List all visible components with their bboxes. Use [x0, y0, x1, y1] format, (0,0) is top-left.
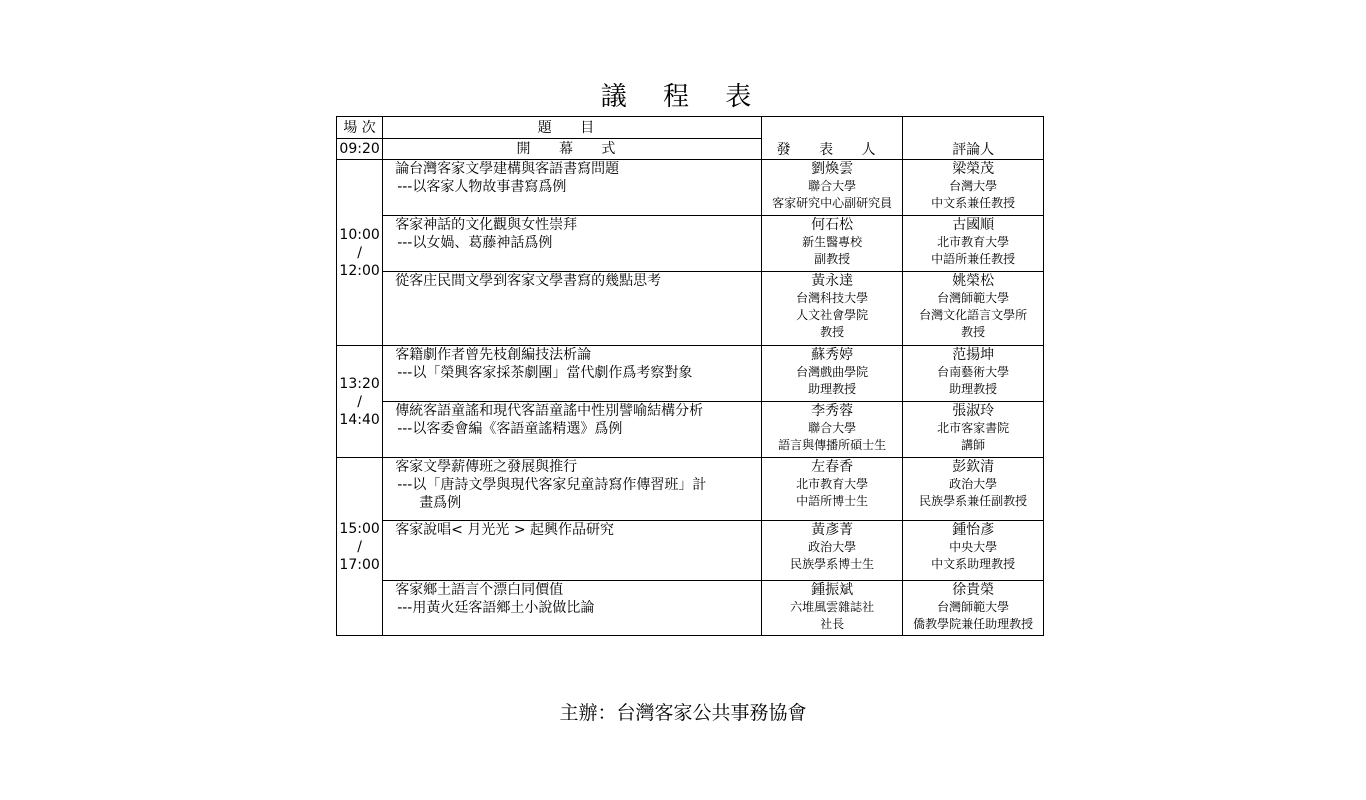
reviewer-name: 鍾怡彥	[952, 522, 995, 538]
paper-title: 客家神話的文化觀與女性崇拜	[395, 217, 578, 233]
paper-subtitle: ---以「榮興客家採茶劇團」當代劇作爲考察對象	[397, 365, 693, 381]
presenter-cell	[761, 581, 903, 636]
session-time-start: 15:00	[339, 520, 380, 537]
paper-topic	[383, 581, 762, 636]
session-time-sep: /	[357, 393, 362, 410]
presenter-affiliation: 聯合大學	[808, 421, 857, 435]
presenter-name: 左春香	[811, 459, 854, 475]
session-time-end: 14:40	[339, 411, 380, 428]
reviewer-affiliation: 講師	[961, 438, 986, 452]
paper-topic	[383, 272, 762, 346]
presenter-name: 黃永達	[811, 273, 854, 289]
reviewer-cell	[903, 346, 1044, 402]
reviewer-affiliation: 台灣大學	[949, 179, 998, 193]
presenter-affiliation: 政治大學	[808, 540, 857, 554]
reviewer-affiliation: 中文系助理教授	[931, 557, 1016, 571]
reviewer-affiliation: 政治大學	[949, 477, 998, 491]
presenter-name: 鍾振斌	[811, 582, 854, 598]
reviewer-affiliation: 助理教授	[949, 382, 998, 396]
presenter-affiliation: 民族學系博士生	[790, 557, 875, 571]
reviewer-name: 姚榮松	[952, 273, 995, 289]
reviewer-cell	[903, 402, 1044, 458]
paper-topic	[383, 458, 762, 521]
presenter-affiliation: 人文社會學院	[796, 308, 869, 322]
agenda-row	[337, 272, 1044, 346]
reviewer-affiliation: 中文系兼任教授	[931, 196, 1016, 210]
presenter-affiliation: 新生醫專校	[802, 235, 863, 249]
presenter-cell	[761, 402, 903, 458]
agenda-row	[337, 458, 1044, 521]
session-time	[337, 458, 383, 636]
reviewer-affiliation: 台灣文化語言文學所	[919, 308, 1028, 322]
session-time-start: 13:20	[339, 375, 380, 392]
presenter-name: 黃彥菁	[811, 522, 854, 538]
presenter-name: 何石松	[811, 217, 854, 233]
reviewer-name: 梁榮茂	[952, 161, 995, 177]
reviewer-affiliation: 中語所兼任教授	[931, 252, 1016, 266]
reviewer-cell	[903, 458, 1044, 521]
organizer-footer: 主辦：台灣客家公共事務協會	[559, 702, 807, 724]
reviewer-cell	[903, 160, 1044, 216]
paper-topic	[383, 521, 762, 581]
presenter-cell	[761, 216, 903, 272]
paper-topic	[383, 216, 762, 272]
presenter-cell	[761, 272, 903, 346]
header-presenter: 發 表 人	[761, 117, 903, 160]
reviewer-affiliation: 台灣師範大學	[937, 291, 1010, 305]
paper-title: 傳統客語童謠和現代客語童謠中性別譬喻結構分析	[395, 403, 704, 419]
reviewer-affiliation: 台灣師範大學	[937, 600, 1010, 614]
reviewer-cell	[903, 521, 1044, 581]
paper-subtitle: ---以女媧、葛藤神話爲例	[397, 235, 553, 251]
presenter-affiliation: 社長	[820, 617, 845, 631]
agenda-row	[337, 581, 1044, 636]
reviewer-name: 徐貴榮	[952, 582, 995, 598]
paper-title: 客家說唱< 月光光 > 起興作品研究	[395, 522, 614, 538]
agenda-row	[337, 346, 1044, 402]
presenter-cell	[761, 346, 903, 402]
presenter-affiliation: 語言與傳播所碩士生	[778, 438, 887, 452]
paper-subtitle: ---用黃火廷客語鄉土小說做比論	[397, 600, 595, 616]
agenda-row	[337, 216, 1044, 272]
presenter-affiliation: 助理教授	[808, 382, 857, 396]
reviewer-name: 古國順	[952, 217, 995, 233]
header-session: 場 次	[337, 117, 383, 139]
paper-topic	[383, 402, 762, 458]
presenter-affiliation: 六堆風雲雜誌社	[790, 600, 875, 614]
presenter-affiliation: 中語所博士生	[796, 494, 869, 508]
session-time-start: 10:00	[339, 226, 380, 243]
presenter-cell	[761, 458, 903, 521]
presenter-affiliation: 北市教育大學	[796, 477, 869, 491]
reviewer-affiliation: 北市教育大學	[937, 235, 1010, 249]
reviewer-affiliation: 北市客家書院	[937, 421, 1010, 435]
reviewer-name: 彭欽清	[952, 459, 995, 475]
paper-title: 客籍劇作者曾先枝創編技法析論	[395, 347, 592, 363]
presenter-name: 蘇秀婷	[811, 347, 854, 363]
reviewer-cell	[903, 581, 1044, 636]
presenter-name: 李秀蓉	[811, 403, 854, 419]
session-time	[337, 160, 383, 346]
reviewer-affiliation: 台南藝術大學	[937, 365, 1010, 379]
agenda-row	[337, 521, 1044, 581]
session-time-end: 17:00	[339, 556, 380, 573]
agenda-row	[337, 402, 1044, 458]
presenter-affiliation: 副教授	[814, 252, 851, 266]
paper-subtitle: ---以「唐詩文學與現代客家兒童詩寫作傳習班」計	[397, 477, 707, 493]
session-time-sep: /	[357, 244, 362, 261]
presenter-affiliation: 台灣戲曲學院	[796, 365, 869, 379]
reviewer-affiliation: 中央大學	[949, 540, 998, 554]
session-time	[337, 346, 383, 458]
paper-subtitle-continued: 畫爲例	[419, 495, 462, 511]
session-time-end: 12:00	[339, 262, 380, 279]
paper-topic	[383, 346, 762, 402]
presenter-affiliation: 台灣科技大學	[796, 291, 869, 305]
paper-title: 從客庄民間文學到客家文學書寫的幾點思考	[395, 273, 662, 289]
reviewer-name: 張淑玲	[952, 403, 995, 419]
reviewer-affiliation: 僑教學院兼任助理教授	[913, 617, 1034, 631]
header-reviewer: 評論人	[903, 117, 1044, 160]
paper-subtitle: ---以客家人物故事書寫爲例	[397, 179, 567, 195]
presenter-affiliation: 聯合大學	[808, 179, 857, 193]
presenter-affiliation: 教授	[820, 325, 845, 339]
presenter-affiliation: 客家研究中心副研究員	[772, 196, 893, 210]
reviewer-affiliation: 教授	[961, 325, 986, 339]
header-topic: 題 目	[383, 117, 762, 139]
paper-title: 客家鄉土語言个漂白同價值	[395, 582, 564, 598]
paper-title: 客家文學薪傳班之發展與推行	[395, 459, 578, 475]
session-time-sep: /	[357, 538, 362, 555]
paper-subtitle: ---以客委會編《客語童謠精選》爲例	[397, 421, 623, 437]
agenda-table	[336, 116, 1044, 636]
opening-time: 09:20	[337, 139, 383, 160]
reviewer-cell	[903, 216, 1044, 272]
reviewer-affiliation: 民族學系兼任副教授	[919, 494, 1028, 508]
presenter-cell	[761, 521, 903, 581]
reviewer-name: 范揚坤	[952, 347, 995, 363]
paper-topic	[383, 160, 762, 216]
presenter-cell	[761, 160, 903, 216]
opening-label: 開 幕 式	[383, 139, 762, 160]
paper-title: 論台灣客家文學建構與客語書寫問題	[395, 161, 620, 177]
agenda-row	[337, 160, 1044, 216]
reviewer-cell	[903, 272, 1044, 346]
page-title: 議 程 表	[600, 82, 766, 112]
presenter-name: 劉煥雲	[811, 161, 854, 177]
